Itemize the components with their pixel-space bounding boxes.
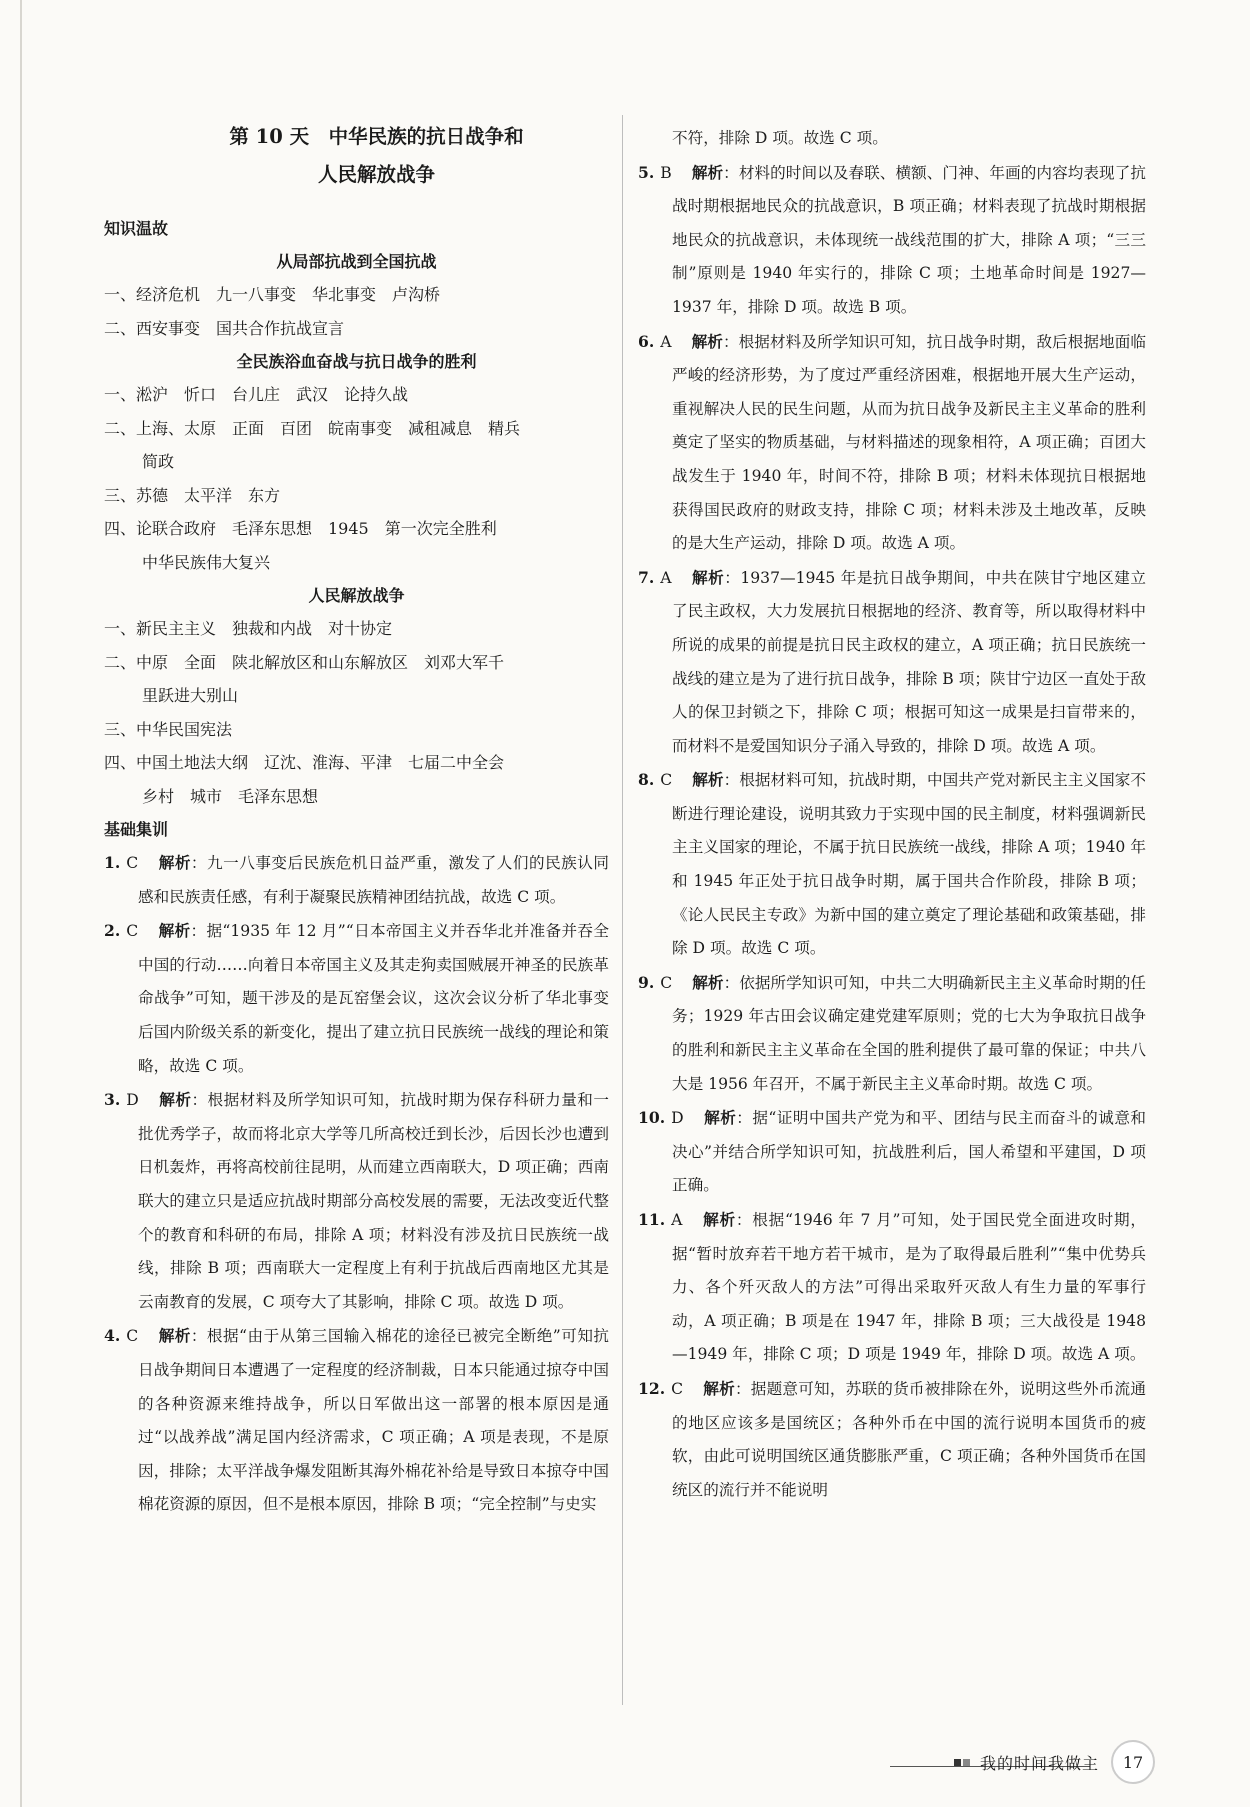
knowledge-line: 里跃进大别山 <box>142 686 239 705</box>
knowledge-line: 一、经济危机 九一八事变 华北事变 卢沟桥 <box>104 285 441 304</box>
item-number: 11. <box>638 1210 666 1229</box>
answer-item <box>638 966 1146 1101</box>
item-text: ：据题意可知，苏联的货币被排除在外，说明这些外币流通的地区应该多是国统区；各种外币在中国的流行说明本国货币的疲软，由此可说明国统区通货膨胀严重，C 项正确；各种外国货币在国统区的流行并不能说明 <box>672 1379 1146 1499</box>
page-number-badge <box>1111 1740 1155 1784</box>
analysis-label: 解析 <box>691 567 725 587</box>
column-divider <box>622 115 623 1705</box>
item-number: 6. <box>638 331 655 351</box>
page-number: 17 <box>1122 1752 1144 1772</box>
footer-square-icon <box>954 1759 961 1766</box>
item-text: ：九一八事变后民族危机日益严重，激发了人们的民族认同感和民族责任感，有利于凝聚民族精神团结抗战，故选 C 项。 <box>138 854 609 906</box>
analysis-label: 解析 <box>703 1108 737 1128</box>
answer-item <box>638 763 1146 966</box>
item-answer: C <box>126 854 139 872</box>
item-number: 8. <box>638 770 655 790</box>
knowledge-sub1: 从局部抗战到全国抗战 <box>276 252 437 271</box>
analysis-label: 解析 <box>703 1378 735 1398</box>
footer-square-icon <box>963 1759 970 1766</box>
item-text: ：根据材料可知，抗战时期，中国共产党对新民主主义国家不断进行理论建设，说明其致力于实现中国的民主制度，材料强调新民主主义国家的理论，不属于抗日民族统一战线，排除 A 项；1940 年和 1945 年正处于抗日战争时期，属于国共合作阶段，排除 B 项；《论人民民主专政》为新中国的建立奠定了理论基础和政策基础，排除 D 项。故选 C 项。 <box>672 771 1146 958</box>
item-number: 12. <box>638 1378 666 1398</box>
item-answer: D <box>671 1109 684 1128</box>
item-answer: A <box>671 1211 683 1229</box>
item-number: 7. <box>638 567 655 587</box>
answer-item <box>638 1203 1146 1372</box>
analysis-label: 解析 <box>691 331 723 351</box>
answer-item <box>638 1372 1146 1507</box>
analysis-label: 解析 <box>158 1090 192 1110</box>
knowledge-line: 简政 <box>142 452 175 471</box>
item-number: 5. <box>638 162 655 182</box>
knowledge-line: 二、上海、太原 正面 百团 皖南事变 减租减息 精兵 <box>104 418 521 438</box>
item-text: ：依据所学知识可知，中共二大明确新民主主义革命时期的任务；1929 年古田会议确定建党建军原则；党的七大为争取抗日战争的胜利和新民主主义革命在全国的胜利提供了最可靠的保证；中共八大是 1956 年召开，不属于新民主主义革命时期。故选 C 项。 <box>672 973 1146 1093</box>
answer-item <box>638 561 1146 764</box>
knowledge-line: 四、中国土地法大纲 辽沈、淮海、平津 七届二中全会 <box>104 753 505 772</box>
knowledge-line: 乡村 城市 毛泽东思想 <box>142 786 319 806</box>
basics-heading: 基础集训 <box>104 820 169 839</box>
knowledge-line: 四、论联合政府 毛泽东思想 1945 第一次完全胜利 <box>104 519 497 538</box>
knowledge-line: 三、中华民国宪法 <box>104 719 233 739</box>
right-column <box>638 122 1146 1507</box>
item-answer: C <box>126 922 139 941</box>
item-answer: D <box>126 1091 139 1110</box>
knowledge-heading: 知识温故 <box>104 219 169 238</box>
analysis-label: 解析 <box>692 972 724 992</box>
knowledge-line: 中华民族伟大复兴 <box>142 552 271 572</box>
item-text: ：据“1935 年 12 月”“日本帝国主义并吞华北并准备并吞全中国的行动……向着日本帝国主义及其走狗卖国贼展开神圣的民族革命战争”可知，题干涉及的是瓦窑堡会议，这次会议分析了华北事变后国内阶级关系的新变化，提出了建立抗日民族统一战线的理论和策略，故选 C 项。 <box>138 922 609 1075</box>
item-answer: C <box>126 1327 139 1346</box>
chapter-title-line2: 人民解放战争 <box>317 163 435 186</box>
item-number: 1. <box>104 853 121 872</box>
knowledge-sub3: 人民解放战争 <box>308 586 405 605</box>
analysis-label: 解析 <box>158 1326 191 1346</box>
knowledge-sub2: 全民族浴血奋战与抗日战争的胜利 <box>236 352 477 371</box>
item-answer: C <box>671 1379 684 1398</box>
item-answer: C <box>660 973 673 992</box>
answer-item <box>638 325 1146 561</box>
answer-item <box>638 1101 1146 1203</box>
answer-item <box>104 1319 609 1522</box>
item-text: ：根据“由于从第三国输入棉花的途径已被完全断绝”可知抗日战争期间日本遭遇了一定程度的经济制裁，日本只能通过掠夺中国的各种资源来维持战争，所以日军做出这一部署的根本原因是通过“以战养战”满足国内经济需求，C 项正确；A 项是表现，不是原因，排除；太平洋战争爆发阻断其海外棉花补给是导致日本掠夺中国棉花资源的原因，但不是根本原因，排除 B 项；“完全控制”与史实 <box>138 1327 609 1514</box>
knowledge-line: 一、淞沪 忻口 台儿庄 武汉 论持久战 <box>104 385 409 404</box>
answer-item <box>104 914 609 1083</box>
knowledge-line: 三、苏德 太平洋 东方 <box>104 485 281 505</box>
page-footer <box>954 1740 1155 1784</box>
item-text: ：材料的时间以及春联、横额、门神、年画的内容均表现了抗战时期根据地民众的抗战意识，B 项正确；材料表现了抗战时期根据地民众的抗战意识，未体现统一战线范围的扩大，排除 A 项；“三三制”原则是 1940 年实行的，排除 C 项；土地革命时间是 1927—1937 年，排除 D 项。故选 B 项。 <box>672 163 1146 316</box>
item-number: 4. <box>104 1326 121 1346</box>
analysis-label: 解析 <box>691 162 724 182</box>
answer-item <box>104 1083 609 1319</box>
item-number: 9. <box>638 972 655 992</box>
item-number: 10. <box>638 1108 666 1128</box>
item-answer: C <box>660 771 673 790</box>
item-text: ：1937—1945 年是抗日战争期间，中共在陕甘宁地区建立了民主政权，大力发展抗日根据地的经济、教育等，所以取得材料中所说的成果的前提是抗日民主政权的建立，A 项正确；抗日民族统一战线的建立是为了进行抗日战争，排除 B 项；陕甘宁边区一直处于敌人的保卫封锁之下，排除 C 项；根据可知这一成果是扫盲带来的，而材料不是爱国知识分子涌入导致的，排除 D 项。故选 A 项。 <box>672 568 1146 755</box>
analysis-label: 解析 <box>158 921 191 941</box>
analysis-label: 解析 <box>692 770 724 790</box>
answer-item <box>104 846 609 914</box>
answer-item <box>638 156 1146 325</box>
item-text: ：根据“1946 年 7 月”可知，处于国民党全面进攻时期，据“暂时放弃若干地方若干城市，是为了取得最后胜利”“集中优势兵力、各个歼灭敌人的方法”可得出采取歼灭敌人有生力量的军事行动，A 项正确；B 项是在 1947 年，排除 B 项；三大战役是 1948—1949 年，排除 C 项；D 项是 1949 年，排除 D 项。故选 A 项。 <box>672 1211 1146 1364</box>
knowledge-line: 一、新民主主义 独裁和内战 对十协定 <box>104 619 393 638</box>
item-number: 2. <box>104 921 121 941</box>
left-column <box>104 118 609 1522</box>
item-answer: B <box>660 163 672 182</box>
item-text: ：根据材料及所学知识可知，抗战时期为保存科研力量和一批优秀学子，故而将北京大学等几所高校迁到长沙，后因长沙也遭到日机轰炸，再将高校前往昆明，从而建立西南联大，D 项正确；西南联大的建立只是适应抗战时期部分高校发展的需要，无法改变近代整个的教育和科研的布局，排除 A 项；材料没有涉及抗日民族统一战线，排除 B 项；西南联大一定程度上有利于抗战后西南地区尤其是云南教育的发展，C 项夸大了其影响，排除 C 项。故选 D 项。 <box>138 1091 609 1311</box>
continued-text: 不符，排除 D 项。故选 C 项。 <box>672 129 888 147</box>
item-answer: A <box>660 332 672 351</box>
footer-slogan: 我的时间我做主 <box>979 1753 1099 1773</box>
chapter-title-line1: 第 10 天 中华民族的抗日战争和 <box>229 125 524 148</box>
item-text: ：根据材料及所学知识可知，抗日战争时期，敌后根据地面临严峻的经济形势，为了度过严重经济困难，根据地开展大生产运动，重视解决人民的民生问题，从而为抗日战争及新民主主义革命的胜利奠定了坚实的物质基础，与材料描述的现象相符，A 项正确；百团大战发生于 1940 年，时间不符，排除 B 项；材料未体现抗日根据地获得国民政府的财政支持，排除 C 项；材料未涉及土地改革，反映的是大生产运动，排除 D 项。故选 A 项。 <box>672 332 1146 553</box>
analysis-label: 解析 <box>158 853 191 872</box>
item-text: ：据“证明中国共产党为和平、团结与民主而奋斗的诚意和决心”并结合所学知识可知，抗战胜利后，国人希望和平建国，D 项正确。 <box>672 1109 1146 1195</box>
knowledge-line: 二、中原 全面 陕北解放区和山东解放区 刘邓大军千 <box>104 652 505 672</box>
item-number: 3. <box>104 1090 121 1110</box>
page-edge-shadow <box>20 0 22 1807</box>
knowledge-line: 二、西安事变 国共合作抗战宣言 <box>104 318 345 338</box>
item-answer: A <box>660 568 672 587</box>
analysis-label: 解析 <box>702 1210 736 1229</box>
